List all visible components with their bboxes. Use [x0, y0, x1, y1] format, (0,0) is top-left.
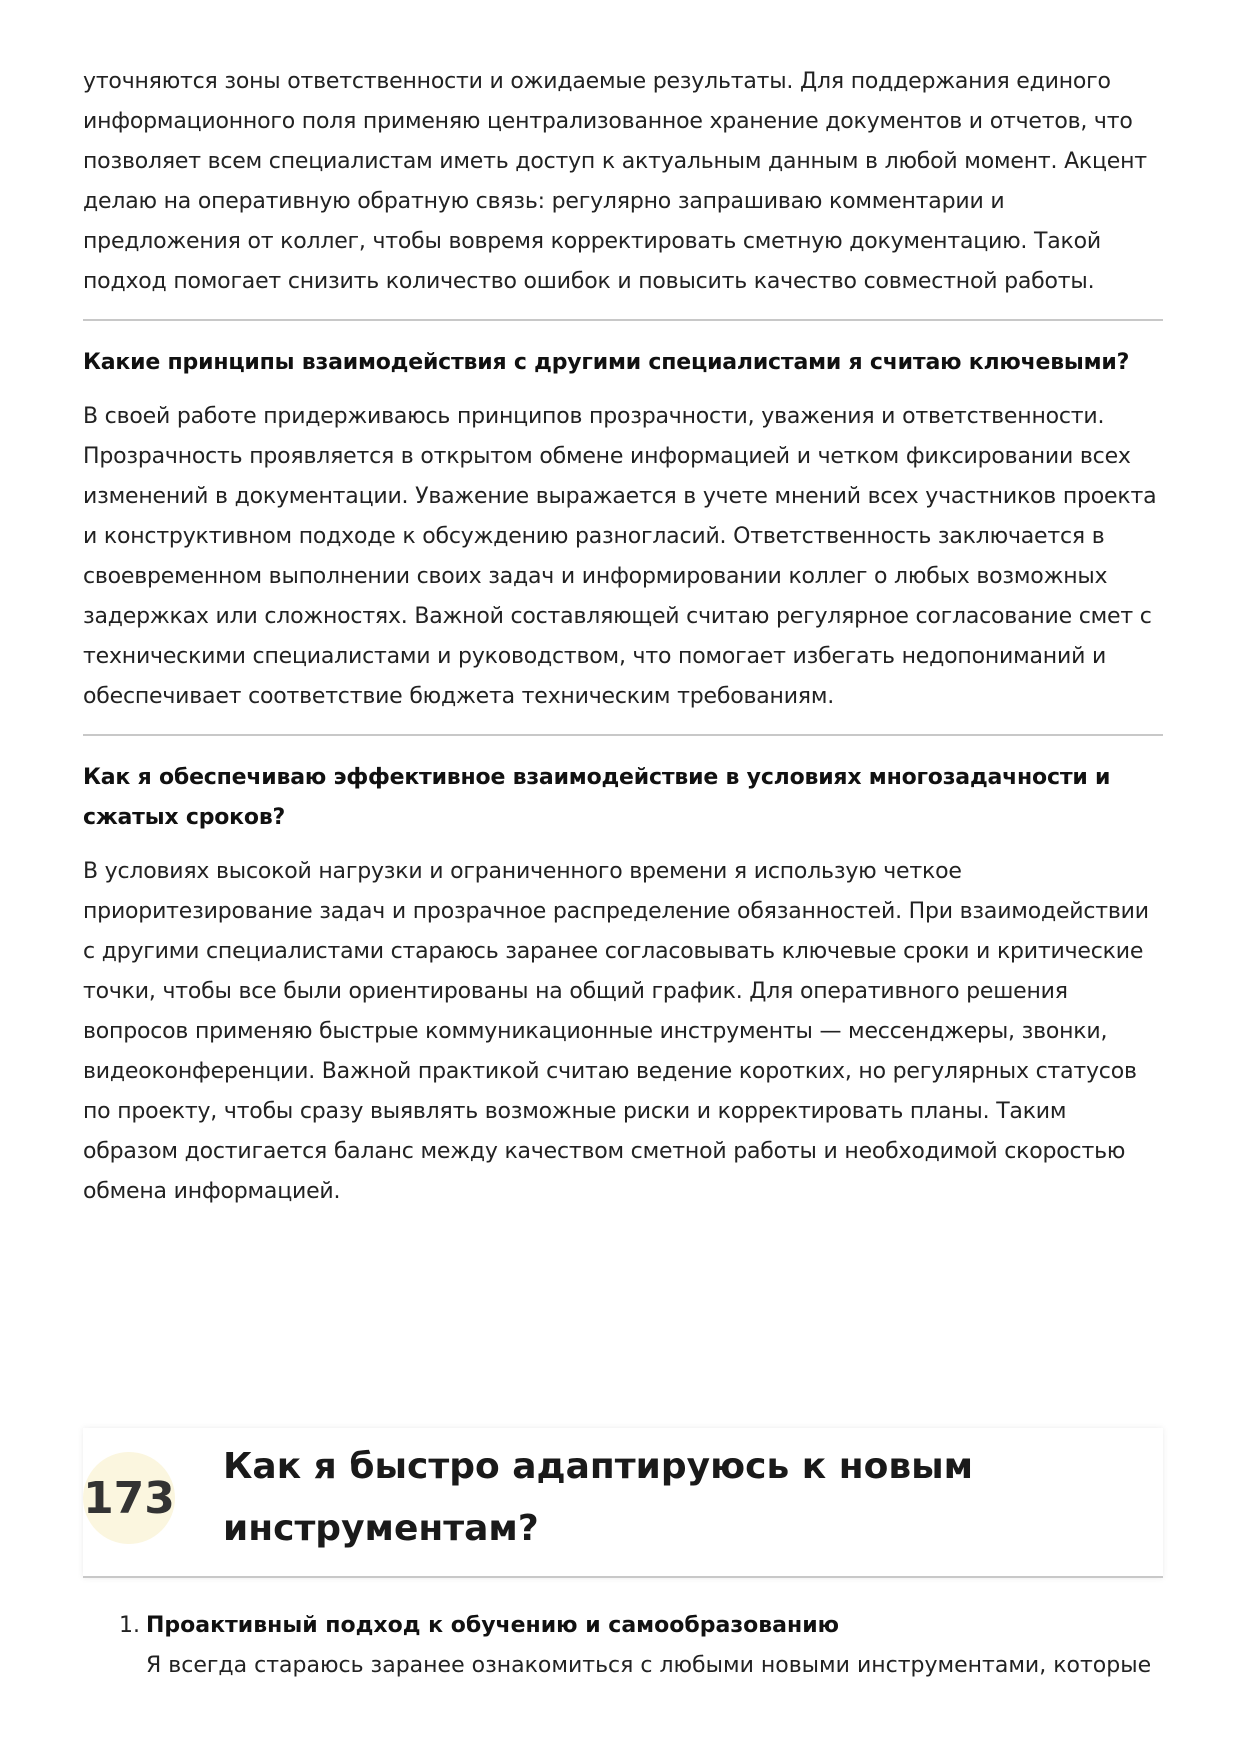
- section-header: [83, 1428, 1163, 1578]
- qa-question: Какие принципы взаимодействия с другими специалистами я считаю ключевыми?: [83, 350, 1130, 375]
- qa-answer: В условиях высокой нагрузки и ограниченного времени я использую четкое приоритезирование задач и прозрачное распределение обязанностей. При взаимодействии с другими специалистами стараюсь заранее согласовывать ключевые сроки и критические точки, чтобы все были ориентированы на общий график. Для оперативного решения вопросов применяю быстрые коммуникационные инструменты — мессенджеры, звонки, видеоконференции. Важной практикой считаю ведение коротких, но регулярных статусов по проекту, чтобы сразу выявлять возможные риски и корректировать планы. Таким образом достигается баланс между качеством сметной работы и необходимой скоростью обмена информацией.: [83, 859, 1149, 1204]
- qa-answer: В своей работе придерживаюсь принципов прозрачности, уважения и ответственности. Прозрачность проявляется в открытом обмене информацией и четком фиксировании всех изменений в документации. Уважение выражается в учете мнений всех участников проекта и конструктивном подходе к обсуждению разногласий. Ответственность заключается в своевременном выполнении своих задач и информировании коллег о любых возможных задержках или сложностях. Важной составляющей считаю регулярное согласование смет с техническими специалистами и руководством, что помогает избегать недопониманий и обеспечивает соответствие бюджета техническим требованиям.: [83, 404, 1157, 709]
- section-title: Как я быстро адаптируюсь к новым инструментам?: [223, 1446, 974, 1549]
- divider: [83, 734, 1163, 736]
- intro-paragraph: уточняются зоны ответственности и ожидаемые результаты. Для поддержания единого информационного поля применяю централизованное хранение документов и отчетов, что позволяет всем специалистам иметь доступ к актуальным данным в любой момент. Акцент делаю на оперативную обратную связь: регулярно запрашиваю комментарии и предложения от коллег, чтобы вовремя корректировать сметную документацию. Такой подход помогает снизить количество ошибок и повысить качество совместной работы.: [83, 69, 1147, 294]
- numbered-list: [83, 1606, 1163, 1686]
- document-body: [83, 62, 1163, 1212]
- list-item-number: 1.: [119, 1613, 140, 1638]
- divider: [83, 319, 1163, 321]
- list-item: [83, 1606, 1163, 1686]
- list-item-title: Проактивный подход к обучению и самообразованию: [146, 1613, 840, 1638]
- qa-question: Как я обеспечиваю эффективное взаимодействие в условиях многозадачности и сжатых сроков?: [83, 765, 1111, 830]
- list-item-text: Я всегда стараюсь заранее ознакомиться с любыми новыми инструментами, которые: [146, 1653, 1152, 1678]
- section-number-badge: 173: [83, 1452, 175, 1544]
